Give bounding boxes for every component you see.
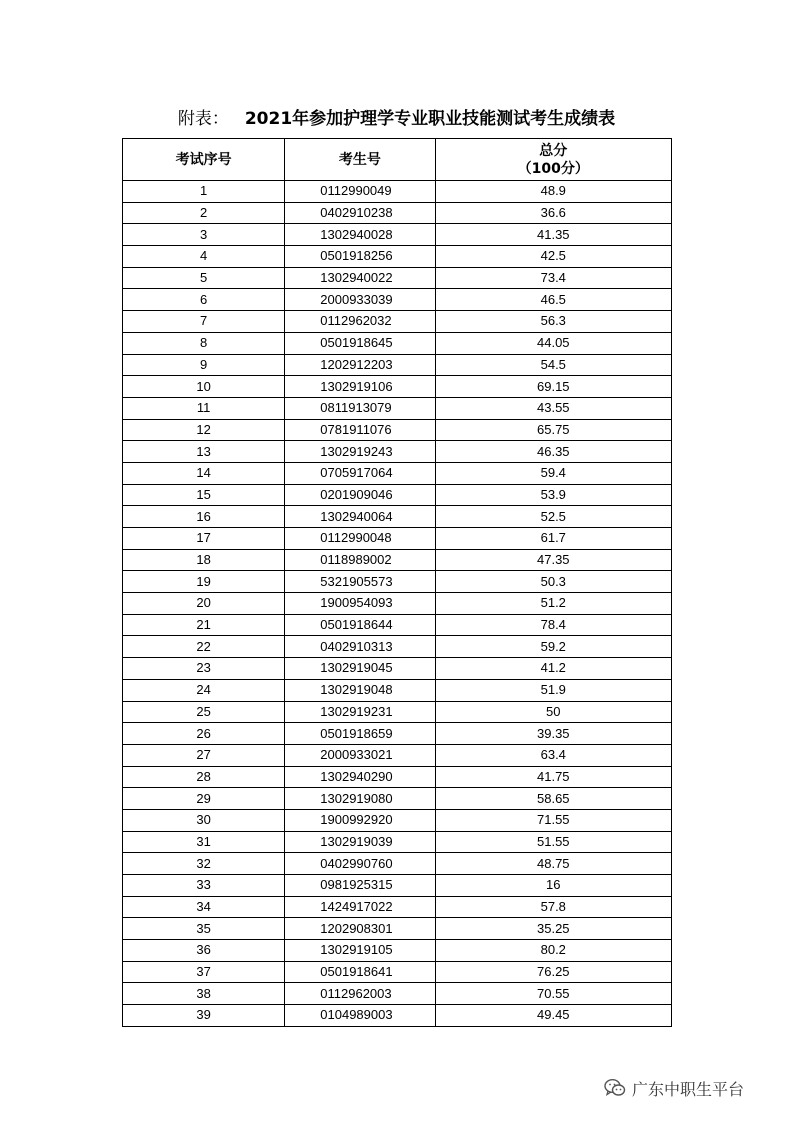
table-row [123, 788, 672, 810]
cell-student-id: 0112990049 [285, 181, 435, 203]
table-row [123, 289, 672, 311]
cell-seq: 38 [123, 983, 285, 1005]
table-row [123, 918, 672, 940]
header-id: 考生号 [285, 139, 435, 181]
table-row [123, 397, 672, 419]
cell-student-id: 0981925315 [285, 875, 435, 897]
cell-student-id: 1900992920 [285, 809, 435, 831]
cell-score: 57.8 [435, 896, 671, 918]
cell-seq: 35 [123, 918, 285, 940]
cell-score: 63.4 [435, 744, 671, 766]
cell-student-id: 1424917022 [285, 896, 435, 918]
cell-student-id: 0811913079 [285, 397, 435, 419]
table-row [123, 766, 672, 788]
table-row [123, 831, 672, 853]
table-row [123, 549, 672, 571]
table-row [123, 723, 672, 745]
cell-seq: 3 [123, 224, 285, 246]
cell-score: 65.75 [435, 419, 671, 441]
cell-student-id: 1302919231 [285, 701, 435, 723]
table-row [123, 332, 672, 354]
cell-seq: 9 [123, 354, 285, 376]
cell-score: 47.35 [435, 549, 671, 571]
cell-seq: 26 [123, 723, 285, 745]
cell-student-id: 0781911076 [285, 419, 435, 441]
cell-score: 44.05 [435, 332, 671, 354]
cell-score: 69.15 [435, 376, 671, 398]
cell-score: 46.35 [435, 441, 671, 463]
table-row [123, 744, 672, 766]
cell-score: 50 [435, 701, 671, 723]
cell-seq: 8 [123, 332, 285, 354]
wechat-icon [604, 1078, 626, 1098]
cell-score: 36.6 [435, 202, 671, 224]
cell-seq: 24 [123, 679, 285, 701]
cell-student-id: 1302940022 [285, 267, 435, 289]
table-row [123, 983, 672, 1005]
cell-student-id: 1302940290 [285, 766, 435, 788]
cell-score: 48.9 [435, 181, 671, 203]
cell-student-id: 1302919106 [285, 376, 435, 398]
cell-student-id: 0402910238 [285, 202, 435, 224]
cell-seq: 32 [123, 853, 285, 875]
cell-student-id: 1202912203 [285, 354, 435, 376]
cell-seq: 16 [123, 506, 285, 528]
table-row [123, 441, 672, 463]
cell-seq: 5 [123, 267, 285, 289]
cell-seq: 6 [123, 289, 285, 311]
cell-student-id: 1302919039 [285, 831, 435, 853]
cell-score: 49.45 [435, 1005, 671, 1027]
table-row [123, 246, 672, 268]
cell-score: 58.65 [435, 788, 671, 810]
cell-score: 52.5 [435, 506, 671, 528]
cell-seq: 33 [123, 875, 285, 897]
cell-seq: 36 [123, 940, 285, 962]
header-score-line1: 总分 [539, 142, 568, 159]
cell-seq: 14 [123, 462, 285, 484]
table-row [123, 875, 672, 897]
table-body [123, 181, 672, 1027]
cell-seq: 21 [123, 614, 285, 636]
table-row [123, 376, 672, 398]
cell-student-id: 5321905573 [285, 571, 435, 593]
page-title [122, 104, 671, 129]
table-row [123, 267, 672, 289]
cell-score: 78.4 [435, 614, 671, 636]
cell-student-id: 0501918645 [285, 332, 435, 354]
title-main: 2021年参加护理学专业职业技能测试考生成绩表 [244, 109, 616, 129]
cell-score: 51.9 [435, 679, 671, 701]
cell-student-id: 0112990048 [285, 528, 435, 550]
cell-seq: 12 [123, 419, 285, 441]
header-score-line2: （100分） [517, 160, 589, 177]
table-row [123, 419, 672, 441]
cell-seq: 28 [123, 766, 285, 788]
cell-student-id: 1302940064 [285, 506, 435, 528]
cell-score: 61.7 [435, 528, 671, 550]
table-row [123, 1005, 672, 1027]
cell-score: 35.25 [435, 918, 671, 940]
cell-score: 80.2 [435, 940, 671, 962]
header-seq: 考试序号 [123, 139, 285, 181]
table-row [123, 679, 672, 701]
table-header-row [123, 139, 672, 181]
cell-student-id: 1302940028 [285, 224, 435, 246]
cell-seq: 17 [123, 528, 285, 550]
cell-seq: 2 [123, 202, 285, 224]
table-row [123, 528, 672, 550]
cell-student-id: 0201909046 [285, 484, 435, 506]
cell-student-id: 2000933039 [285, 289, 435, 311]
cell-seq: 19 [123, 571, 285, 593]
cell-score: 71.55 [435, 809, 671, 831]
cell-seq: 10 [123, 376, 285, 398]
table-row [123, 636, 672, 658]
cell-score: 41.35 [435, 224, 671, 246]
cell-score: 41.75 [435, 766, 671, 788]
cell-seq: 31 [123, 831, 285, 853]
table-row [123, 506, 672, 528]
table-row [123, 354, 672, 376]
cell-score: 73.4 [435, 267, 671, 289]
cell-score: 50.3 [435, 571, 671, 593]
cell-student-id: 1202908301 [285, 918, 435, 940]
cell-seq: 23 [123, 658, 285, 680]
watermark-text: 广东中职生平台 [632, 1079, 745, 1099]
cell-seq: 34 [123, 896, 285, 918]
header-score [435, 139, 671, 181]
cell-student-id: 0501918641 [285, 961, 435, 983]
cell-score: 76.25 [435, 961, 671, 983]
cell-seq: 15 [123, 484, 285, 506]
cell-student-id: 0112962032 [285, 311, 435, 333]
table-row [123, 701, 672, 723]
title-prefix: 附表： [177, 109, 229, 129]
cell-seq: 39 [123, 1005, 285, 1027]
cell-student-id: 1900954093 [285, 593, 435, 615]
table-row [123, 940, 672, 962]
table-row [123, 961, 672, 983]
table-row [123, 202, 672, 224]
cell-student-id: 0705917064 [285, 462, 435, 484]
cell-seq: 13 [123, 441, 285, 463]
cell-score: 39.35 [435, 723, 671, 745]
cell-score: 16 [435, 875, 671, 897]
table-row [123, 484, 672, 506]
table-row [123, 614, 672, 636]
cell-student-id: 2000933021 [285, 744, 435, 766]
cell-seq: 27 [123, 744, 285, 766]
cell-seq: 18 [123, 549, 285, 571]
table-row [123, 462, 672, 484]
table-row [123, 896, 672, 918]
cell-student-id: 0118989002 [285, 549, 435, 571]
cell-score: 48.75 [435, 853, 671, 875]
cell-student-id: 1302919045 [285, 658, 435, 680]
cell-score: 43.55 [435, 397, 671, 419]
cell-score: 51.55 [435, 831, 671, 853]
cell-seq: 22 [123, 636, 285, 658]
cell-student-id: 0104989003 [285, 1005, 435, 1027]
cell-score: 56.3 [435, 311, 671, 333]
cell-student-id: 1302919243 [285, 441, 435, 463]
cell-student-id: 0112962003 [285, 983, 435, 1005]
cell-student-id: 0501918659 [285, 723, 435, 745]
cell-seq: 25 [123, 701, 285, 723]
cell-seq: 37 [123, 961, 285, 983]
cell-student-id: 0402990760 [285, 853, 435, 875]
cell-seq: 4 [123, 246, 285, 268]
cell-seq: 11 [123, 397, 285, 419]
watermark [604, 1076, 744, 1100]
table-row [123, 853, 672, 875]
cell-seq: 29 [123, 788, 285, 810]
cell-student-id: 0501918644 [285, 614, 435, 636]
table-row [123, 571, 672, 593]
cell-seq: 30 [123, 809, 285, 831]
table-row [123, 224, 672, 246]
cell-seq: 20 [123, 593, 285, 615]
cell-student-id: 1302919080 [285, 788, 435, 810]
table-row [123, 809, 672, 831]
table-row [123, 658, 672, 680]
cell-score: 42.5 [435, 246, 671, 268]
score-table [122, 138, 672, 1027]
cell-seq: 7 [123, 311, 285, 333]
table-row [123, 311, 672, 333]
cell-score: 53.9 [435, 484, 671, 506]
cell-seq: 1 [123, 181, 285, 203]
cell-score: 54.5 [435, 354, 671, 376]
cell-score: 59.2 [435, 636, 671, 658]
cell-score: 59.4 [435, 462, 671, 484]
cell-student-id: 0501918256 [285, 246, 435, 268]
table-row [123, 593, 672, 615]
cell-student-id: 1302919105 [285, 940, 435, 962]
cell-score: 70.55 [435, 983, 671, 1005]
table-row [123, 181, 672, 203]
cell-student-id: 1302919048 [285, 679, 435, 701]
cell-score: 41.2 [435, 658, 671, 680]
cell-student-id: 0402910313 [285, 636, 435, 658]
cell-score: 51.2 [435, 593, 671, 615]
cell-score: 46.5 [435, 289, 671, 311]
